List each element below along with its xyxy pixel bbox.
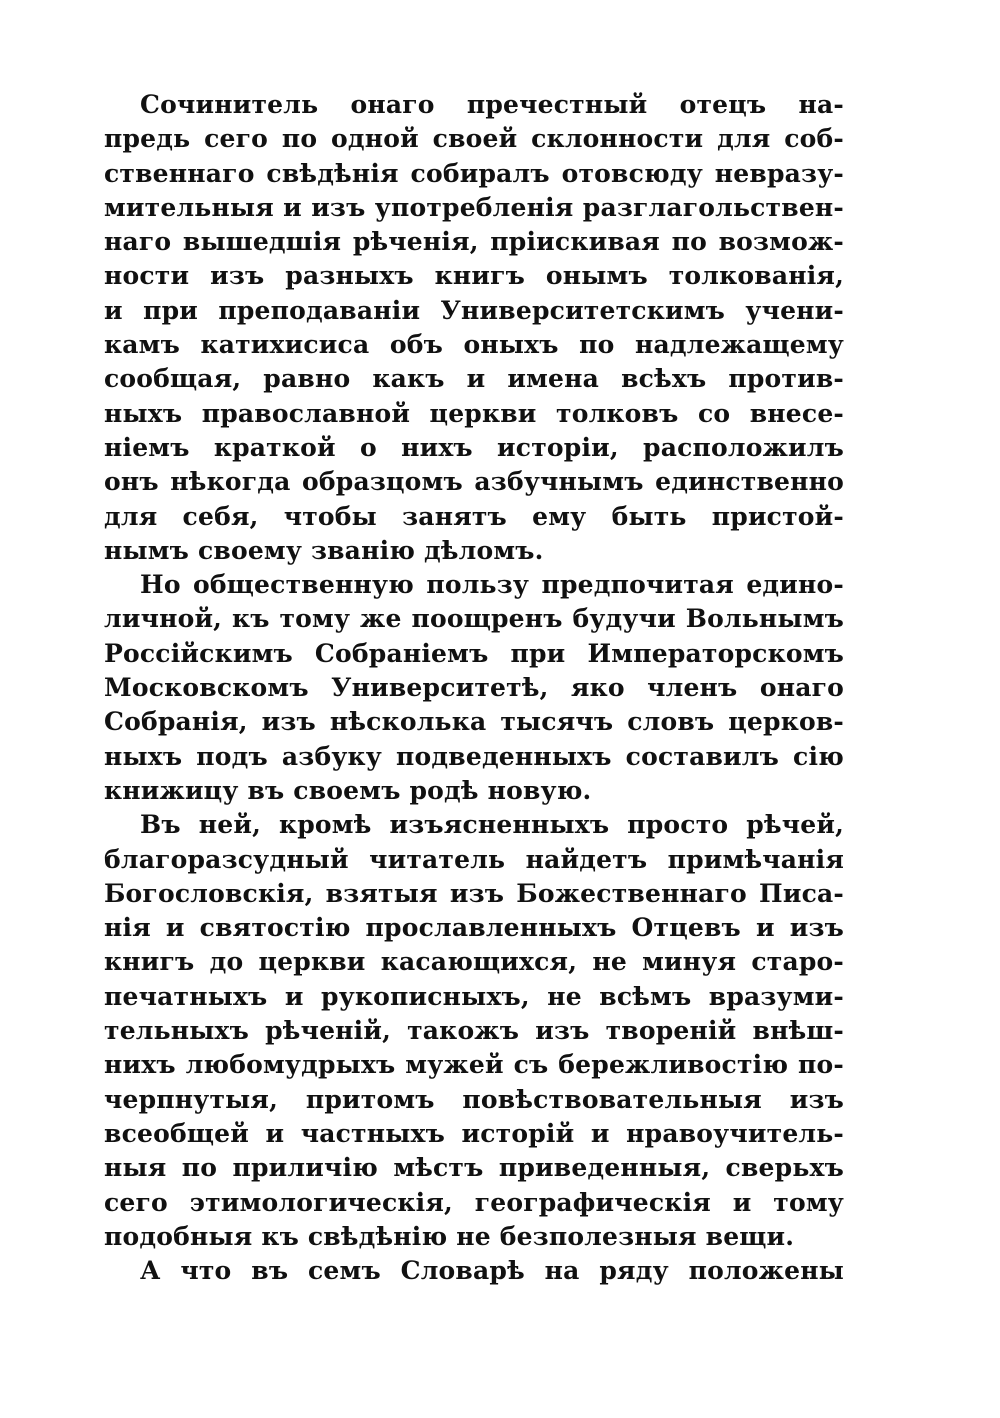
text-line: Московскомъ Университетѣ, яко членъ онаго xyxy=(104,673,844,703)
text-line: мительныя и изъ употребленія разглагольствен- xyxy=(104,192,844,222)
text-line: книгъ до церкви касающихся, не минуя старо- xyxy=(104,947,844,977)
paragraph-4 xyxy=(104,1254,844,1288)
text-line: книжицу въ своемъ родѣ новую. xyxy=(104,775,592,805)
page-text xyxy=(104,88,844,1288)
text-line: ніемъ краткой о нихъ исторіи, расположилъ xyxy=(104,432,844,462)
text-line: для себя, чтобы занятъ ему быть пристой- xyxy=(104,501,844,531)
text-line: ныхъ православной церкви толковъ со внесе- xyxy=(104,398,844,428)
text-line: сообщая, равно какъ и имена всѣхъ против- xyxy=(104,364,844,394)
text-line: Но общественную пользу предпочитая едино- xyxy=(140,570,844,600)
text-line: предь сего по одной своей склонности для соб- xyxy=(104,124,844,154)
paragraph-2 xyxy=(104,568,844,808)
text-line: личной, къ тому же поощренъ будучи Вольнымъ xyxy=(104,604,844,634)
text-line: Богословскія, взятыя изъ Божественнаго Писа- xyxy=(104,878,844,908)
text-line: благоразсудный читатель найдетъ примѣчанія xyxy=(104,844,844,874)
text-line: ныхъ подъ азбуку подведенныхъ составилъ сію xyxy=(104,741,844,771)
text-line: нихъ любомудрыхъ мужей съ бережливостію по- xyxy=(104,1050,844,1080)
text-line: Россійскимъ Собраніемъ при Императорскомъ xyxy=(104,638,844,668)
text-line: и при преподаваніи Университетскимъ учени- xyxy=(104,295,844,325)
text-line: всеобщей и частныхъ исторій и нравоучитель- xyxy=(104,1118,844,1148)
text-line: нія и святостію прославленныхъ Отцевъ и изъ xyxy=(104,913,844,943)
paragraph-1 xyxy=(104,88,844,568)
text-line: подобныя къ свѣдѣнію не безполезныя вещи. xyxy=(104,1221,795,1251)
text-line: Собранія, изъ нѣсколька тысячъ словъ церков- xyxy=(104,707,844,737)
text-line: Сочинитель онаго пречестный отецъ на- xyxy=(140,90,844,119)
text-line: камъ катихисиса объ оныхъ по надлежащему xyxy=(104,330,844,360)
text-line: ныя по приличію мѣстъ приведенныя, сверьхъ xyxy=(104,1153,844,1183)
text-line: ственнаго свѣдѣнія собиралъ отовсюду невразу- xyxy=(104,158,844,188)
paragraph-3 xyxy=(104,808,844,1254)
text-line: наго вышедшія рѣченія, пріискивая по возмож- xyxy=(104,227,844,257)
text-line: нымъ своему званію дѣломъ. xyxy=(104,535,544,565)
text-line: онъ нѣкогда образцомъ азбучнымъ единственно xyxy=(104,467,844,497)
text-line: А что въ семъ Словарѣ на ряду положены xyxy=(140,1256,844,1286)
text-line: печатныхъ и рукописныхъ, не всѣмъ вразуми- xyxy=(104,981,844,1011)
text-line: тельныхъ рѣченій, такожъ изъ твореній внѣш- xyxy=(104,1016,844,1046)
text-line: Въ ней, кромѣ изъясненныхъ просто рѣчей, xyxy=(140,810,844,840)
text-line: ности изъ разныхъ книгъ онымъ толкованія, xyxy=(104,261,844,291)
text-line: сего этимологическія, географическія и тому xyxy=(104,1187,844,1217)
text-line: черпнутыя, притомъ повѣствовательныя изъ xyxy=(104,1084,844,1114)
